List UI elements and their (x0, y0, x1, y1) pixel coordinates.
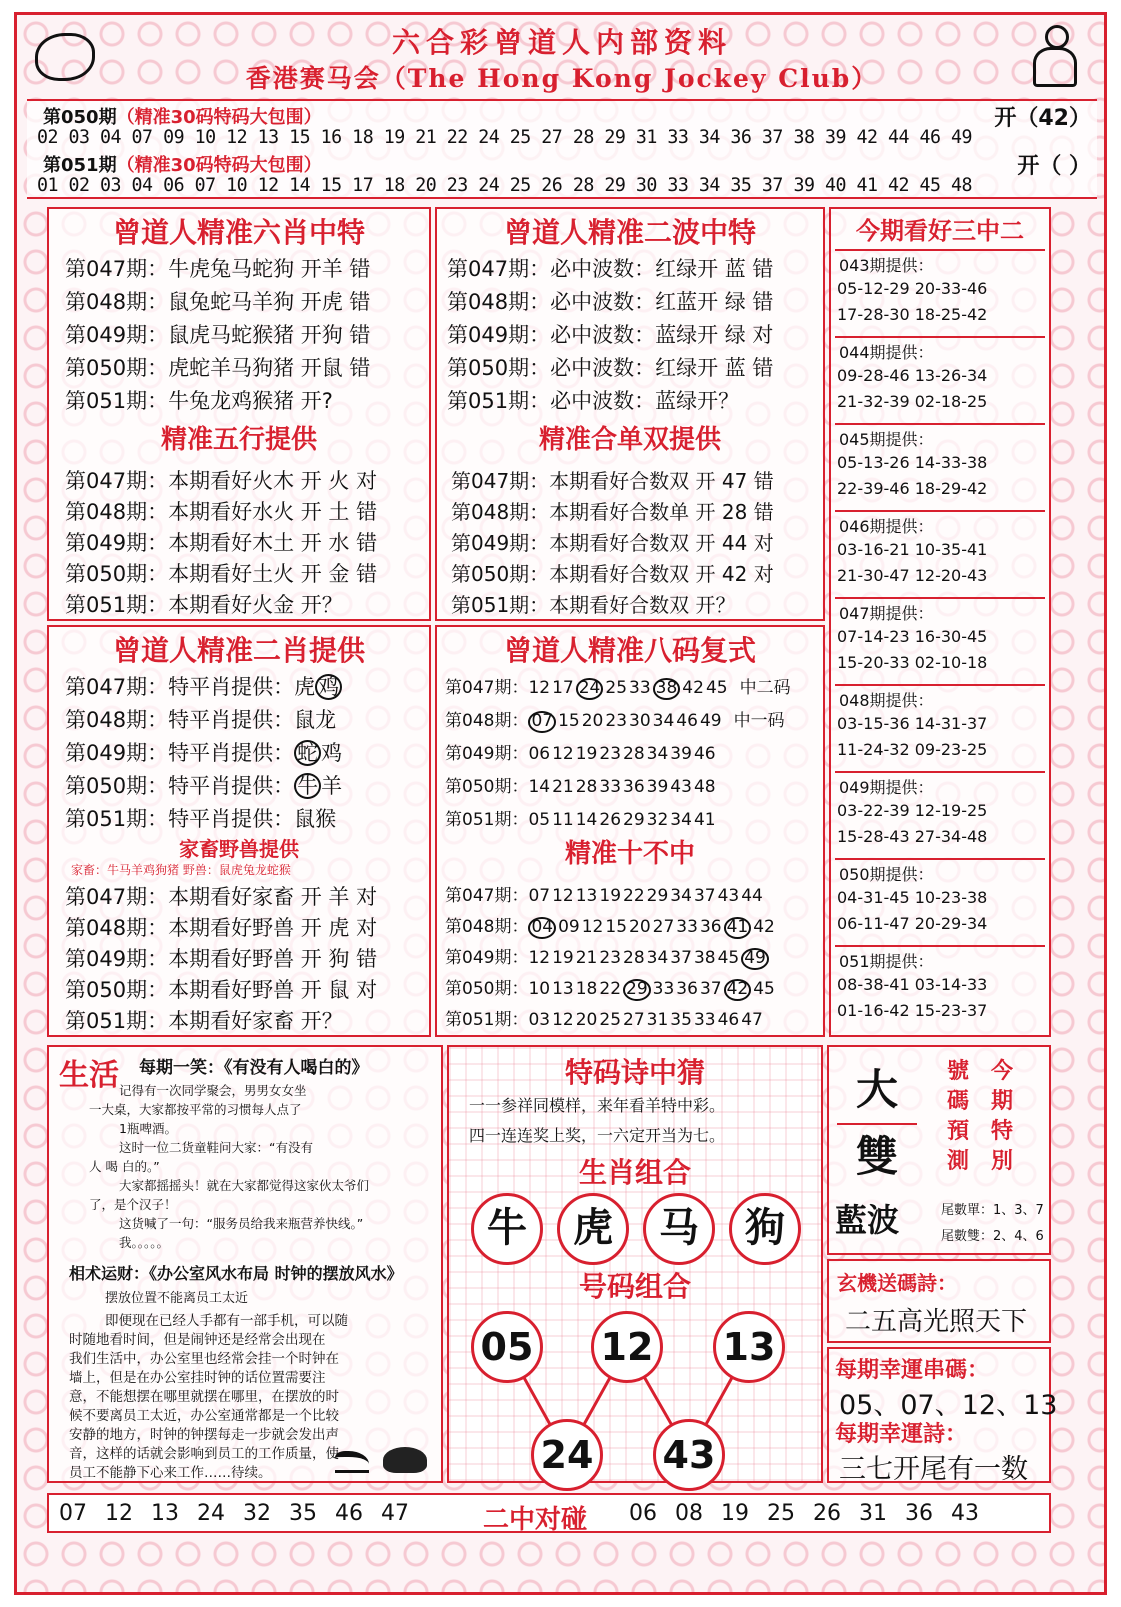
p051-open: 开（ ） (1017, 154, 1091, 179)
record-row: 第050期：本期看好野兽 开 鼠 对 (65, 978, 378, 1002)
domestic-wild-title: 家畜野兽提供 (179, 837, 299, 861)
code-number: 44 (741, 886, 763, 906)
code-number: 49 (741, 948, 769, 970)
zodiac-b: 鸡 (315, 674, 342, 700)
row-label: 第048期： (445, 917, 529, 937)
code-number: 32 (646, 810, 669, 830)
joke-line: 大家都摇摇头！就在大家都觉得这家伙太爷们 (119, 1178, 370, 1193)
tail-even: 尾數雙：2、4、6 (941, 1229, 1044, 1244)
block-line-1: 07-14-23 16-30-45 (837, 627, 988, 646)
bottom-center-label: 二中对碰 (483, 1505, 588, 1535)
code-number: 33 (629, 678, 651, 698)
combo-number: 43 (653, 1419, 725, 1491)
record-row: 第047期：本期看好合数双 开 47 错 (451, 469, 774, 493)
eight-code-title: 曾道人精准八码复式 (503, 634, 756, 667)
record-row: 第048期：本期看好野兽 开 虎 对 (65, 916, 378, 940)
block-line-2: 21-32-39 02-18-25 (837, 392, 988, 411)
code-number: 24 (576, 678, 604, 700)
record-row: 第050期：本期看好土火 开 金 错 (65, 562, 378, 586)
mystic-panel (827, 1259, 1051, 1343)
row-label: 第051期： (445, 1010, 529, 1030)
code-number: 34 (646, 948, 669, 968)
code-number: 35 (670, 1010, 692, 1030)
code-number: 36 (623, 777, 645, 797)
three-two-block (835, 858, 1045, 942)
p050-tag: （精准30码特码大包围） (116, 107, 322, 128)
six-zodiac-title: 曾道人精准六肖中特 (112, 216, 365, 249)
block-line-1: 09-28-46 13-26-34 (837, 366, 988, 385)
record-row: 第047期：本期看好家畜 开 羊 对 (65, 885, 378, 909)
eight-code-panel (435, 625, 825, 1037)
poem-panel (447, 1045, 823, 1483)
code-number: 34 (646, 744, 669, 764)
three-two-block (835, 945, 1045, 1029)
record-row: 第051期：本期看好家畜 开？ (65, 1009, 343, 1033)
code-number: 10 (528, 979, 551, 999)
code-number: 19 (599, 886, 622, 906)
code-number: 20 (581, 711, 604, 731)
lucky-panel (827, 1347, 1058, 1485)
bottom-number: 46 (335, 1501, 363, 1526)
three-two-block (835, 423, 1045, 507)
row-label: 第047期：特平肖提供： (65, 675, 295, 699)
record-row (65, 770, 342, 800)
joke-line: 1瓶啤酒。 (119, 1121, 177, 1136)
fortune-sub: 摆放位置不能离员工太近 (105, 1291, 249, 1306)
code-number: 09 (558, 917, 580, 937)
block-label: 048期提供： (839, 691, 934, 710)
vertical-special: 今期特別 (991, 1059, 1014, 1174)
block-label: 049期提供： (839, 778, 934, 797)
fortune-line: 时随地看时间，但是闹钟还是经常会出现在 (69, 1332, 326, 1348)
record-row (445, 1005, 765, 1030)
header (27, 21, 1097, 97)
two-zodiac-title: 曾道人精准二肖提供 (112, 634, 365, 667)
two-wave-panel (435, 207, 825, 621)
block-line-1: 03-15-36 14-31-37 (837, 714, 988, 733)
code-number: 19 (552, 948, 574, 968)
code-number: 13 (575, 886, 598, 906)
bottom-number: 26 (813, 1501, 841, 1526)
record-row: 第051期：本期看好合数双 开？ (451, 593, 736, 617)
code-number: 43 (670, 777, 692, 797)
code-number: 42 (724, 979, 752, 1001)
record-row: 第048期：本期看好合数单 开 28 错 (451, 500, 774, 524)
code-number: 12 (552, 744, 574, 764)
joke-line: 一大桌，大家都按平常的习惯每人点了 (89, 1102, 302, 1117)
record-row: 第047期：本期看好火木 开 火 对 (65, 469, 378, 493)
hit-result: 中二码 (739, 678, 791, 698)
story-panel (47, 1045, 443, 1483)
poem-line-1: 一一参祥同模样，来年看羊特中彩。 (469, 1096, 726, 1115)
bottom-number: 08 (675, 1501, 703, 1526)
combo-number: 24 (531, 1419, 603, 1491)
p050-numbers: 02 03 04 07 09 10 12 13 15 16 18 19 21 22 24 25 27 28 29 31 33 34 36 37 38 39 42 44 46 49 (37, 127, 973, 148)
header-title: 六合彩曾道人内部资料 (391, 26, 732, 59)
block-label: 046期提供： (839, 517, 934, 536)
bottom-number: 12 (105, 1501, 133, 1526)
code-number: 36 (676, 979, 698, 999)
fortune-line: 墙上，但是在办公室挂时钟的话位置需要注 (69, 1370, 326, 1386)
code-number: 14 (528, 777, 551, 797)
record-row (445, 673, 791, 700)
zodiac-a: 蛇 (294, 740, 321, 766)
code-number: 28 (623, 948, 645, 968)
five-elements-title: 精准五行提供 (160, 425, 317, 455)
code-number: 46 (676, 711, 698, 731)
block-line-1: 08-38-41 03-14-33 (837, 975, 988, 994)
joke-line: 这货喊了一句：“服务员给我来瓶营养快线。” (119, 1216, 364, 1231)
three-two-block (835, 336, 1045, 420)
code-number: 34 (670, 886, 692, 906)
p050-open: 开（42） (994, 106, 1091, 131)
two-wave-title: 曾道人精准二波中特 (503, 216, 756, 249)
bottom-number: 06 (629, 1501, 657, 1526)
three-two-block (835, 510, 1045, 594)
zodiac-combo-title: 生肖组合 (578, 1156, 691, 1189)
zodiac-seal: 狗 (729, 1193, 801, 1265)
code-number: 25 (605, 678, 628, 698)
record-row: 第051期：必中波数：蓝绿开？ (447, 389, 740, 413)
record-row (445, 912, 777, 939)
code-number: 12 (528, 678, 551, 698)
hit-result: 中一码 (733, 711, 785, 731)
top-codes (27, 99, 1097, 199)
bottom-number: 07 (59, 1501, 87, 1526)
record-row (445, 772, 718, 797)
code-number: 18 (575, 979, 598, 999)
code-number: 06 (528, 744, 551, 764)
code-number: 07 (528, 711, 556, 733)
code-number: 20 (629, 917, 651, 937)
zodiac-b: 猴 (315, 807, 337, 831)
row-label: 第049期： (445, 948, 529, 968)
code-number: 36 (699, 917, 722, 937)
record-row: 第049期：本期看好野兽 开 狗 错 (65, 947, 378, 971)
domestic-wild-legend: 家畜：牛马羊鸡狗猪 野兽：鼠虎兔龙蛇猴 (71, 863, 291, 877)
zodiac-a: 虎 (294, 675, 316, 699)
joke-line: 这时一位二货童鞋问大家：“有没有 (119, 1140, 313, 1155)
code-number: 45 (717, 948, 740, 968)
record-row (445, 706, 785, 733)
record-row (445, 805, 718, 830)
monkey-figure-icon (1027, 25, 1083, 91)
code-number: 39 (670, 744, 692, 764)
block-label: 051期提供： (839, 952, 934, 971)
code-number: 30 (629, 711, 651, 731)
code-number: 38 (693, 948, 716, 968)
row-label: 第048期：特平肖提供： (65, 708, 295, 732)
poem-line-2: 四一连连奖上奖，一六定开当为七。 (469, 1126, 726, 1145)
lucky-codes: 05、07、12、13 (839, 1390, 1058, 1421)
p051-tag: （精准30码特码大包围） (116, 155, 322, 176)
record-row: 第048期：本期看好水火 开 土 错 (65, 500, 378, 524)
block-line-2: 17-28-30 18-25-42 (837, 305, 988, 324)
code-number: 46 (693, 744, 716, 764)
record-row: 第047期：必中波数：红绿开 蓝 错 (447, 257, 774, 281)
header-subtitle: 香港赛马会（The Hong Kong Jockey Club） (245, 64, 879, 93)
zodiac-b: 鸡 (321, 741, 343, 765)
fortune-title: 相术运财：《办公室风水布局 时钟的摆放风水》 (69, 1264, 403, 1283)
record-row (445, 943, 771, 970)
row-label: 第049期：特平肖提供： (65, 741, 295, 765)
three-two-block (835, 771, 1045, 855)
zodiac-seal: 马 (643, 1193, 715, 1265)
p051-numbers: 01 02 03 04 06 07 10 12 14 15 17 18 20 23 24 25 26 28 29 30 33 34 35 37 39 40 41 42 45 48 (37, 175, 973, 196)
code-number: 34 (670, 810, 692, 830)
zodiac-a: 牛 (294, 773, 321, 799)
code-number: 22 (623, 886, 645, 906)
fortune-line: 安静的地方，时钟的钟摆每走一步就会发出声 (69, 1427, 339, 1443)
vertical-prediction: 號碼預測 (947, 1059, 970, 1174)
block-line-1: 03-16-21 10-35-41 (837, 540, 988, 559)
p051-label: 第051期 (43, 155, 117, 176)
page (14, 12, 1107, 1595)
block-label: 047期提供： (839, 604, 934, 623)
record-row (445, 974, 777, 1001)
record-row: 第050期：本期看好合数双 开 42 对 (451, 562, 774, 586)
code-number: 04 (528, 917, 556, 939)
code-number: 21 (552, 777, 574, 797)
record-row: 第047期：牛虎兔马蛇狗 开羊 错 (65, 257, 371, 281)
block-line-1: 03-22-39 12-19-25 (837, 801, 988, 820)
code-number: 33 (676, 917, 698, 937)
row-label: 第050期：特平肖提供： (65, 774, 295, 798)
record-row: 第048期：鼠兔蛇马羊狗 开虎 错 (65, 290, 371, 314)
record-row: 第050期：虎蛇羊马狗猪 开鼠 错 (65, 356, 371, 380)
code-number: 33 (693, 1010, 716, 1030)
number-combo-lines (449, 1047, 825, 1485)
bottom-number: 32 (243, 1501, 271, 1526)
lucky-poem-label: 每期幸運詩： (835, 1422, 968, 1447)
ten-not-title: 精准十不中 (564, 839, 695, 869)
poem-title: 特码诗中猜 (564, 1056, 705, 1089)
joke-line: 人 喝 白的。” (89, 1159, 160, 1174)
code-number: 41 (693, 810, 716, 830)
code-number: 07 (528, 886, 551, 906)
horse-icon (335, 1451, 369, 1473)
row-label: 第047期： (445, 886, 529, 906)
code-number: 23 (605, 711, 628, 731)
fortune-line: 员工不能静下心来工作……待续。 (69, 1465, 272, 1481)
code-number: 03 (528, 1010, 551, 1030)
fortune-line: 意，不能想摆在哪里就摆在哪里，在摆放的时 (69, 1389, 339, 1405)
record-row (65, 737, 342, 767)
double-label: 雙 (855, 1132, 898, 1181)
code-number: 23 (599, 744, 622, 764)
block-line-1: 05-12-29 20-33-46 (837, 279, 988, 298)
bottom-number: 24 (197, 1501, 225, 1526)
three-two-panel (829, 207, 1051, 1037)
record-row: 第049期：本期看好木土 开 水 错 (65, 531, 378, 555)
record-row (445, 881, 765, 906)
record-row: 第049期：本期看好合数双 开 44 对 (451, 531, 774, 555)
row-label: 第050期： (445, 777, 529, 797)
bottom-number: 36 (905, 1501, 933, 1526)
joke-line: 记得有一次同学聚会，男男女女坐 (119, 1083, 307, 1098)
code-number: 05 (528, 810, 551, 830)
code-number: 28 (575, 777, 598, 797)
monkey-logo-icon (35, 33, 95, 81)
row-label: 第051期：特平肖提供： (65, 807, 295, 831)
record-row (65, 803, 336, 833)
joke-title: 每期一笑：《有没有人喝白的》 (139, 1058, 369, 1078)
zodiac-a: 鼠 (294, 708, 316, 732)
life-logo: 生活 (59, 1058, 119, 1093)
block-line-2: 21-30-47 12-20-43 (837, 566, 988, 585)
row-label: 第047期： (445, 678, 529, 698)
code-number: 33 (599, 777, 622, 797)
code-number: 13 (552, 979, 574, 999)
block-line-2: 15-28-43 27-34-48 (837, 827, 988, 846)
fortune-line: 候不要离员工太近，办公室通常都是一个比较 (69, 1408, 339, 1424)
boar-icon (383, 1447, 427, 1473)
zodiac-b: 龙 (315, 708, 337, 732)
six-zodiac-panel (47, 207, 431, 621)
bottom-row (47, 1493, 1051, 1533)
code-number: 38 (653, 678, 681, 700)
code-number: 42 (753, 917, 775, 937)
combo-number: 05 (471, 1311, 543, 1383)
combo-number: 13 (713, 1311, 785, 1383)
code-number: 12 (552, 1010, 574, 1030)
code-number: 34 (652, 711, 675, 731)
zodiac-seal: 虎 (557, 1193, 629, 1265)
bottom-number: 35 (289, 1501, 317, 1526)
code-number: 48 (693, 777, 716, 797)
number-combo-title: 号码组合 (578, 1270, 691, 1303)
code-number: 37 (693, 886, 716, 906)
code-number: 46 (717, 1010, 740, 1030)
record-row: 第049期：必中波数：蓝绿开 绿 对 (447, 323, 774, 347)
three-two-block (835, 249, 1045, 333)
code-number: 33 (652, 979, 675, 999)
big-label: 大 (837, 1055, 917, 1125)
fortune-line: 音，这样的话就会影响到员工的工作质量，使 (69, 1446, 339, 1462)
code-number: 45 (753, 979, 775, 999)
code-number: 42 (682, 678, 704, 698)
code-number: 17 (552, 678, 574, 698)
code-number: 28 (623, 744, 645, 764)
code-number: 45 (705, 678, 728, 698)
code-number: 47 (741, 1010, 763, 1030)
record-row (65, 671, 342, 701)
code-number: 31 (646, 1010, 669, 1030)
combo-number: 12 (591, 1311, 663, 1383)
bottom-number: 43 (951, 1501, 979, 1526)
lucky-poem: 三七开尾有一数 (839, 1454, 1028, 1485)
code-number: 29 (623, 979, 651, 1001)
block-label: 044期提供： (839, 343, 934, 362)
row-label: 第049期： (445, 744, 529, 764)
row-label: 第051期： (445, 810, 529, 830)
wave-label: 藍波 (835, 1201, 900, 1239)
code-number: 19 (575, 744, 598, 764)
code-number: 26 (599, 810, 622, 830)
block-line-2: 11-24-32 09-23-25 (837, 740, 988, 759)
bottom-number: 47 (381, 1501, 409, 1526)
zodiac-b: 羊 (321, 774, 343, 798)
block-line-2: 22-39-46 18-29-42 (837, 479, 988, 498)
bottom-number: 31 (859, 1501, 887, 1526)
three-two-block (835, 684, 1045, 768)
record-row (65, 704, 336, 734)
code-number: 12 (552, 886, 574, 906)
code-number: 27 (623, 1010, 645, 1030)
block-line-1: 04-31-45 10-23-38 (837, 888, 988, 907)
block-line-1: 05-13-26 14-33-38 (837, 453, 988, 472)
code-number: 37 (699, 979, 722, 999)
record-row: 第051期：本期看好火金 开？ (65, 593, 343, 617)
code-number: 11 (552, 810, 574, 830)
three-two-title: 今期看好三中二 (856, 217, 1024, 245)
block-label: 043期提供： (839, 256, 934, 275)
code-number: 22 (599, 979, 622, 999)
three-two-block (835, 597, 1045, 681)
bottom-number: 19 (721, 1501, 749, 1526)
p050-label: 第050期 (43, 107, 117, 128)
code-number: 12 (581, 917, 604, 937)
code-number: 37 (670, 948, 692, 968)
mystic-poem: 二五高光照天下 (845, 1307, 1028, 1337)
block-line-2: 06-11-47 20-29-34 (837, 914, 988, 933)
row-label: 第048期： (445, 711, 529, 731)
block-line-2: 01-16-42 15-23-37 (837, 1001, 988, 1020)
block-label: 045期提供： (839, 430, 934, 449)
record-row: 第050期：必中波数：红绿开 蓝 错 (447, 356, 774, 380)
lucky-codes-label: 每期幸運串碼： (835, 1358, 990, 1383)
code-number: 29 (623, 810, 645, 830)
block-label: 050期提供： (839, 865, 934, 884)
code-number: 14 (575, 810, 598, 830)
bottom-number: 13 (151, 1501, 179, 1526)
tail-odd: 尾數單：1、3、7 (941, 1203, 1044, 1218)
code-number: 21 (575, 948, 598, 968)
code-number: 29 (646, 886, 669, 906)
fortune-line: 我们生活中，办公室里也经常会挂一个时钟在 (69, 1351, 339, 1367)
code-number: 27 (652, 917, 675, 937)
code-number: 49 (699, 711, 722, 731)
code-number: 43 (717, 886, 740, 906)
block-line-2: 15-20-33 02-10-18 (837, 653, 988, 672)
code-number: 15 (605, 917, 628, 937)
record-row (445, 739, 718, 764)
code-number: 12 (528, 948, 551, 968)
special-panel (827, 1045, 1051, 1255)
code-number: 39 (646, 777, 669, 797)
joke-line: 了，是个汉子！ (89, 1197, 177, 1212)
joke-line: 我。。。。。 (119, 1235, 170, 1250)
odd-even-title: 精准合单双提供 (538, 425, 721, 455)
mystic-label: 玄機送碼詩： (837, 1271, 957, 1295)
code-number: 41 (724, 917, 752, 939)
zodiac-a: 鼠 (294, 807, 316, 831)
zodiac-seal: 牛 (471, 1193, 543, 1265)
code-number: 15 (558, 711, 580, 731)
code-number: 20 (575, 1010, 598, 1030)
record-row: 第049期：鼠虎马蛇猴猪 开狗 错 (65, 323, 371, 347)
two-zodiac-panel (47, 625, 431, 1037)
bottom-number: 25 (767, 1501, 795, 1526)
code-number: 23 (599, 948, 622, 968)
code-number: 25 (599, 1010, 622, 1030)
record-row: 第048期：必中波数：红蓝开 绿 错 (447, 290, 774, 314)
fortune-line: 即便现在已经人手都有一部手机，可以随 (105, 1313, 348, 1329)
record-row: 第051期：牛兔龙鸡猴猪 开? (65, 389, 333, 413)
row-label: 第050期： (445, 979, 529, 999)
